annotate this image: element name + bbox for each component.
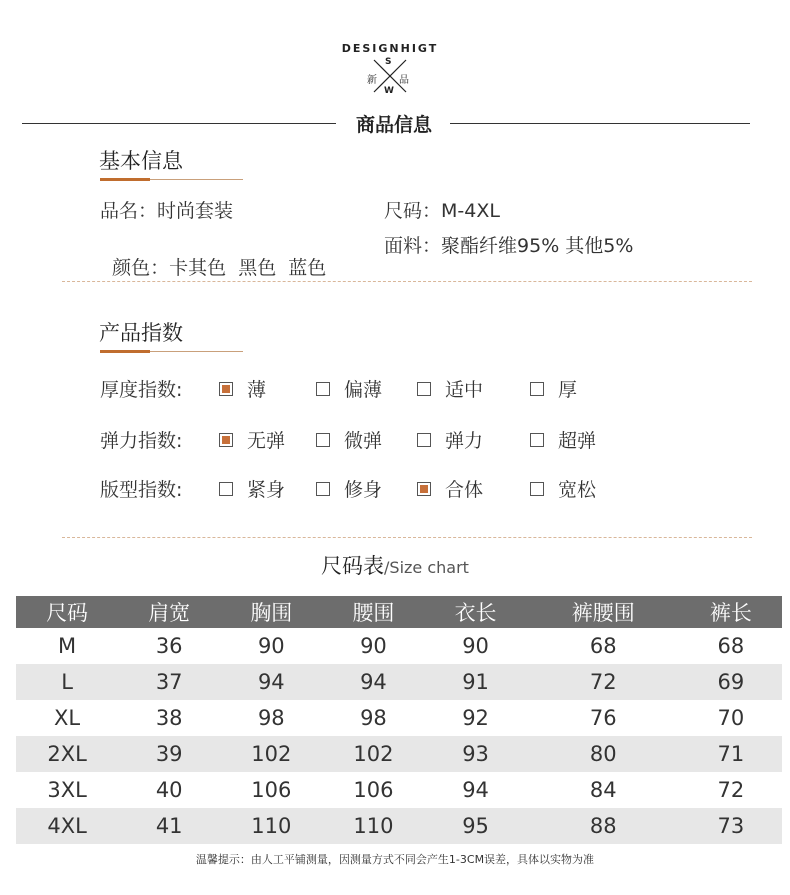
product-name-value: 时尚套装 <box>157 200 234 222</box>
title-line-left <box>22 123 336 124</box>
fit-option-slim[interactable]: 修身 <box>316 475 382 502</box>
table-row: M 36 90 90 90 68 68 <box>58 634 745 658</box>
thickness-index-label: 厚度指数: <box>100 379 183 401</box>
table-row: L 37 94 94 91 72 69 <box>16 664 782 700</box>
elasticity-option-slight[interactable]: 微弹 <box>316 426 382 453</box>
measurement-note: 温馨提示：由人工平铺测量，因测量方式不同会产生1-3CM误差，具体以实物为准 <box>195 853 595 866</box>
table-row: 4XL 41 110 110 95 88 73 <box>16 808 782 844</box>
logo-char-left: 新 <box>367 75 377 86</box>
header-pants-length: 裤长 <box>680 596 782 628</box>
brand-logo <box>320 34 460 104</box>
checkbox-icon <box>417 382 431 396</box>
thickness-option-thick[interactable]: 厚 <box>530 375 577 402</box>
table-row: XL 38 98 98 92 76 70 <box>54 706 745 730</box>
fabric-label: 面料： <box>384 235 442 257</box>
checkbox-icon <box>530 482 544 496</box>
header-shoulder: 肩宽 <box>118 596 220 628</box>
size-table <box>16 596 782 844</box>
color-row <box>100 231 326 280</box>
checkbox-icon <box>316 482 330 496</box>
fit-index-label: 版型指数: <box>100 479 183 501</box>
thickness-option-slightly-thin[interactable]: 偏薄 <box>316 375 382 402</box>
header-pants-waist: 裤腰围 <box>527 596 680 628</box>
elasticity-option-super[interactable]: 超弹 <box>530 426 596 453</box>
header-size: 尺码 <box>16 596 118 628</box>
basic-info-underline-accent <box>100 178 150 181</box>
checkbox-icon <box>530 433 544 447</box>
logo-letter-w: W <box>384 86 394 96</box>
thickness-option-medium[interactable]: 适中 <box>417 375 483 402</box>
elasticity-option-stretch[interactable]: 弹力 <box>417 426 483 453</box>
product-index-title: 产品指数 <box>99 321 183 345</box>
product-name-label: 品名： <box>100 200 158 222</box>
logo-wordmark: DESIGNHIGT <box>341 42 439 55</box>
section-divider <box>62 537 752 538</box>
table-row: 2XL 39 102 102 93 80 71 <box>16 736 782 772</box>
checkbox-icon <box>316 433 330 447</box>
fit-option-tight[interactable]: 紧身 <box>219 475 285 502</box>
checkbox-checked-icon <box>219 433 233 447</box>
size-range-value: M-4XL <box>441 200 500 222</box>
header-length: 衣长 <box>425 596 527 628</box>
logo-letter-s: S <box>385 57 392 67</box>
checkbox-icon <box>219 482 233 496</box>
size-chart-title-zh: 尺码表 <box>321 554 385 578</box>
checkbox-checked-icon <box>219 382 233 396</box>
color-label: 颜色： <box>112 257 170 279</box>
product-index-underline-accent <box>100 350 150 353</box>
table-row: 3XL 40 106 106 94 84 72 <box>47 778 745 802</box>
elasticity-index-label: 弹力指数: <box>100 430 183 452</box>
size-table-header <box>16 596 782 628</box>
page-title: 商品信息 <box>355 114 432 136</box>
fit-option-loose[interactable]: 宽松 <box>530 475 596 502</box>
basic-info-title: 基本信息 <box>99 149 183 173</box>
title-line-right <box>450 123 750 124</box>
section-divider <box>62 281 752 282</box>
product-name-row <box>100 196 233 223</box>
fabric-value: 聚酯纤维95% 其他5% <box>441 235 634 257</box>
logo-char-right: 品 <box>399 75 409 86</box>
header-waist: 腰围 <box>322 596 424 628</box>
size-range-label: 尺码： <box>384 200 442 222</box>
elasticity-option-none[interactable]: 无弹 <box>219 426 285 453</box>
size-chart-title-en: /Size chart <box>384 558 469 577</box>
checkbox-checked-icon <box>417 482 431 496</box>
checkbox-icon <box>530 382 544 396</box>
fabric-row <box>384 231 633 258</box>
size-chart-title <box>230 550 560 580</box>
size-range-row <box>384 196 500 223</box>
checkbox-icon <box>417 433 431 447</box>
checkbox-icon <box>316 382 330 396</box>
thickness-option-thin[interactable]: 薄 <box>219 375 266 402</box>
color-value: 卡其色 黑色 蓝色 <box>169 257 327 279</box>
header-chest: 胸围 <box>220 596 322 628</box>
fit-option-regular[interactable]: 合体 <box>417 475 483 502</box>
